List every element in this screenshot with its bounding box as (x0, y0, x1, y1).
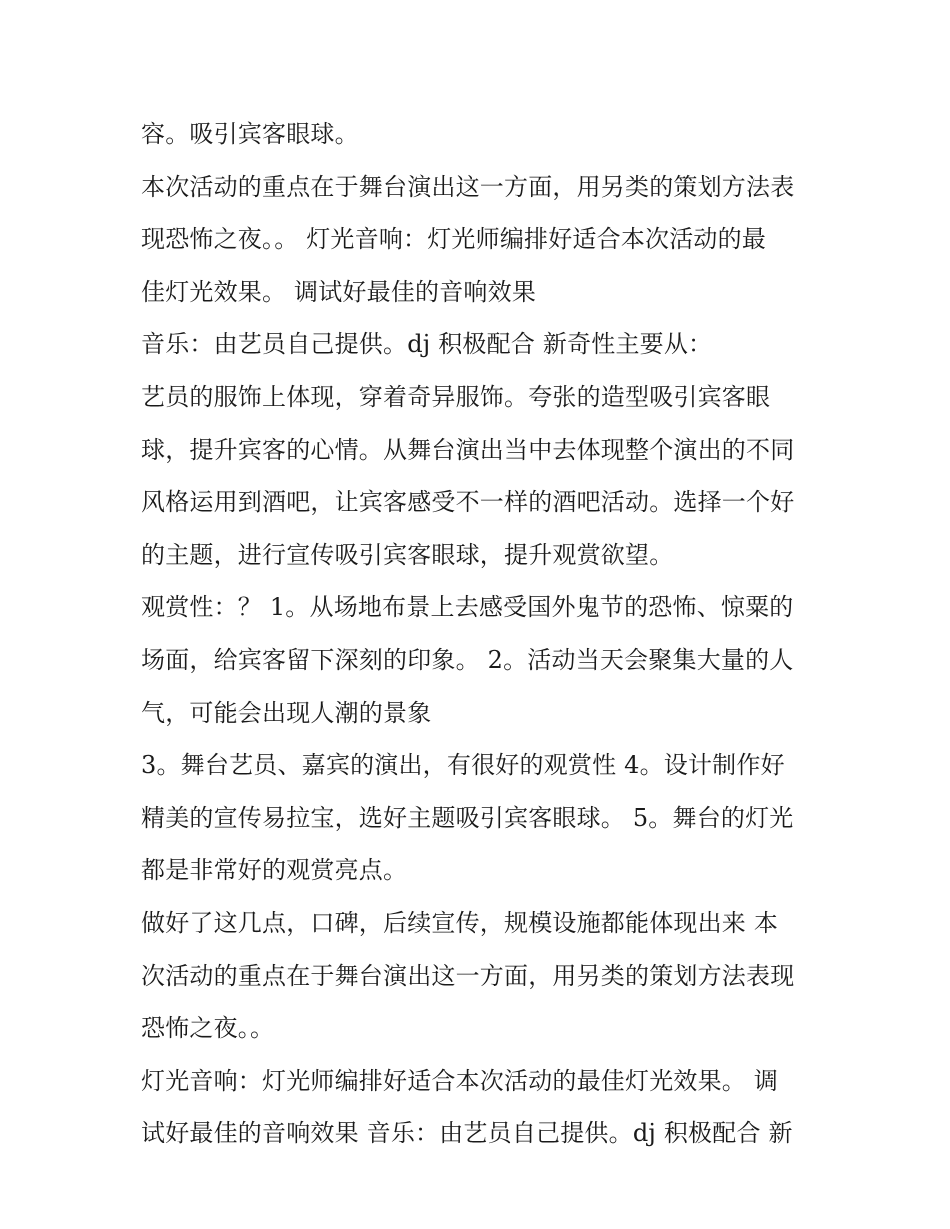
text-line: 球，提升宾客的心情。从舞台演出当中去体现整个演出的不同 (141, 435, 795, 464)
text-line: 容。吸引宾客眼球。 (141, 120, 359, 148)
text-line: 风格运用到酒吧，让宾客感受不一样的酒吧活动。选择一个好 (141, 488, 795, 517)
text-line: 精美的宣传易拉宝，选好主题吸引宾客眼球。 5。舞台的灯光 (141, 803, 794, 832)
text-line: 的主题，进行宣传吸引宾客眼球，提升观赏欲望。 (141, 540, 674, 569)
text-line: 灯光音响：灯光师编排好适合本次活动的最佳灯光效果。 调 (141, 1066, 779, 1095)
text-line: 3。舞台艺员、嘉宾的演出，有很好的观赏性 4。设计制作好 (141, 751, 785, 780)
text-line: 现恐怖之夜。。 灯光音响：灯光师编排好适合本次活动的最 (141, 225, 767, 254)
text-line: 次活动的重点在于舞台演出这一方面，用另类的策划方法表现 (141, 961, 795, 990)
text-line: 气，可能会出现人潮的景象 (141, 698, 432, 727)
text-line: 场面，给宾客留下深刻的印象。 2。活动当天会聚集大量的人 (141, 645, 794, 674)
text-line: 艺员的服饰上体现，穿着奇异服饰。夸张的造型吸引宾客眼 (141, 382, 771, 411)
text-line: 观赏性：？ 1。从场地布景上去感受国外鬼节的恐怖、惊粟的 (141, 593, 794, 622)
text-line: 本次活动的重点在于舞台演出这一方面，用另类的策划方法表 (141, 172, 795, 201)
text-line: 恐怖之夜。。 (141, 1014, 275, 1043)
text-line: 试好最佳的音响效果 音乐：由艺员自己提供。dj 积极配合 新 (141, 1119, 793, 1148)
text-line: 做好了这几点，口碑，后续宣传，规模设施都能体现出来 本 (141, 908, 779, 937)
text-line: 音乐：由艺员自己提供。dj 积极配合 新奇性主要从： (141, 330, 713, 359)
text-line: 都是非常好的观赏亮点。 (141, 856, 408, 885)
text-line: 佳灯光效果。 调试好最佳的音响效果 (141, 277, 537, 306)
document-body (141, 108, 821, 1160)
